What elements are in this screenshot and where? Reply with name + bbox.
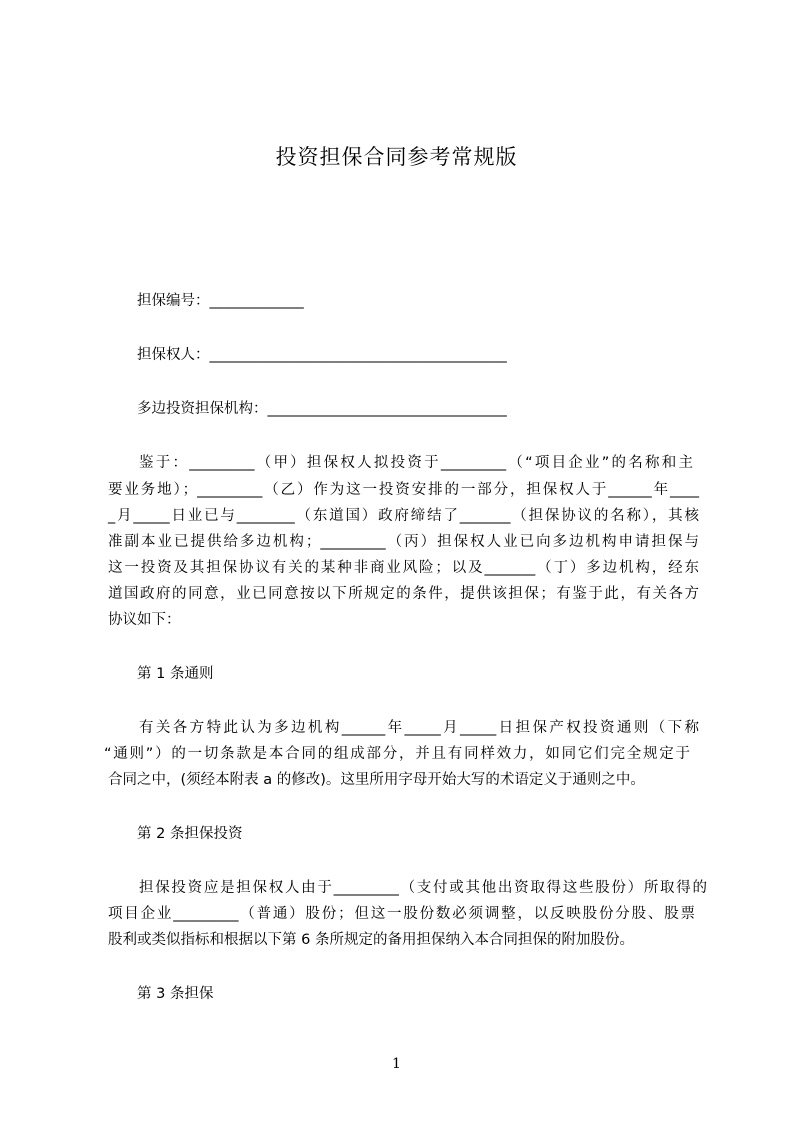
document-title: 投资担保合同参考常规版 (275, 145, 518, 169)
article-1-line: “通则”）的一切条款是本合同的组成部分，并且有同样效力，如同它们完全规定于 (104, 746, 690, 762)
guarantee-holder-field: 担保权人：_________________________________________ (137, 347, 507, 363)
article-1-line: 合同之中，(须经本附表 a 的修改)。这里所用字母开始大写的术语定义于通则之中。 (108, 772, 645, 788)
page-number: 1 (392, 1056, 401, 1072)
recital-line: 鉴于：_________（甲）担保权人拟投资于_________（“项目企业”的名称和主 (139, 455, 693, 471)
recital-line: _月_____日业已与________（东道国）政府缔结了_______（担保协议的名称），其核 (108, 508, 699, 524)
article-2-heading: 第 2 条担保投资 (137, 826, 243, 842)
recital-line: 道国政府的同意，业已同意按以下所规定的条件，提供该担保；有鉴于此，有关各方 (108, 586, 699, 602)
article-2-line: 项目企业_________（普通）股份；但这一股份数必须调整，以反映股份分股、股票 (108, 906, 695, 922)
recital-line: 要业务地）；_________（乙）作为这一投资安排的一部分，担保权人于______年____ (108, 482, 699, 498)
article-2-line: 股利或类似指标和根据以下第 6 条所规定的备用担保纳入本合同担保的附加股份。 (108, 932, 634, 948)
multilateral-agency-field: 多边投资担保机构：_________________________________ (137, 401, 507, 417)
article-2-line: 担保投资应是担保权人由于_________（支付或其他出资取得这些股份）所取得的 (139, 880, 707, 896)
recital-line: 这一投资及其担保协议有关的某种非商业风险；以及_______（丁）多边机构，经东 (108, 560, 699, 576)
article-3-heading: 第 3 条担保 (137, 986, 214, 1002)
recital-line: 协议如下： (108, 612, 181, 628)
recital-line: 准副本业已提供给多边机构；_________（丙）担保权人业已向多边机构申请担保与 (108, 534, 699, 550)
guarantee-number-field: 担保编号：_____________ (137, 293, 304, 309)
article-1-heading: 第 1 条通则 (137, 666, 214, 682)
article-1-line: 有关各方特此认为多边机构______年_____月_____日担保产权投资通则（下称 (139, 720, 699, 736)
